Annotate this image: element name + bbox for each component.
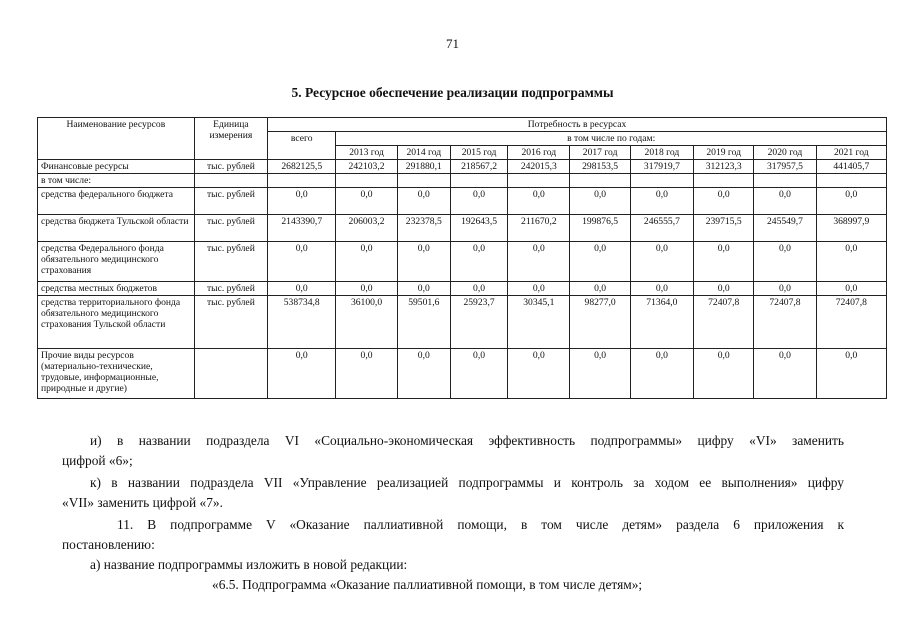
- resource-total: 0,0: [268, 242, 336, 282]
- resource-total: 0,0: [268, 349, 336, 399]
- resource-year-value: 72407,8: [816, 296, 886, 349]
- resource-year-value: 0,0: [508, 188, 570, 215]
- resource-year-value: 0,0: [397, 242, 450, 282]
- resource-name: средства бюджета Тульской области: [38, 215, 195, 242]
- resource-year-value: 0,0: [754, 242, 816, 282]
- resource-year-value: 0,0: [694, 349, 754, 399]
- resource-year-value: 232378,5: [397, 215, 450, 242]
- resource-year-value: 211670,2: [508, 215, 570, 242]
- resource-year-value: 317919,7: [630, 160, 693, 174]
- resource-year-value: 0,0: [450, 282, 507, 296]
- resource-year-value: 59501,6: [397, 296, 450, 349]
- resource-unit: тыс. рублей: [194, 282, 267, 296]
- header-year: 2019 год: [694, 146, 754, 160]
- resource-year-value: 218567,2: [450, 160, 507, 174]
- resource-name: средства территориального фонда обязательного медицинского страхования Тульской области: [38, 296, 195, 349]
- section-heading: 5. Ресурсное обеспечение реализации подпрограммы: [291, 85, 614, 100]
- resource-year-value: 0,0: [508, 349, 570, 399]
- paragraph-k-line2: «VII» заменить цифрой «7».: [62, 495, 223, 510]
- resource-year-value: 206003,2: [336, 215, 397, 242]
- header-year: 2018 год: [630, 146, 693, 160]
- resource-name: средства Федерального фонда обязательного медицинского страхования: [38, 242, 195, 282]
- resource-year-value: 0,0: [754, 188, 816, 215]
- resource-unit: [194, 349, 267, 399]
- resource-year-value: 242103,2: [336, 160, 397, 174]
- resource-year-value: 36100,0: [336, 296, 397, 349]
- resource-unit: тыс. рублей: [194, 242, 267, 282]
- resource-unit: [194, 174, 267, 188]
- paragraph-quote: «6.5. Подпрограмма «Оказание паллиативной помощи, в том числе детям»;: [212, 577, 643, 592]
- resource-year-value: 0,0: [450, 242, 507, 282]
- resource-year-value: 0,0: [630, 349, 693, 399]
- resource-year-value: 192643,5: [450, 215, 507, 242]
- paragraph-11-line1: 11. В подпрограмме V «Оказание паллиативной помощи, в том числе детям» раздела 6 приложения к: [117, 517, 844, 532]
- resource-year-value: 0,0: [336, 188, 397, 215]
- resource-year-value: [630, 174, 693, 188]
- table-row: [38, 242, 887, 282]
- resource-year-value: [816, 174, 886, 188]
- resource-year-value: 0,0: [508, 282, 570, 296]
- resource-year-value: 441405,7: [816, 160, 886, 174]
- paragraph-a: а) название подпрограммы изложить в новой редакции:: [90, 557, 408, 572]
- resource-year-value: [570, 174, 630, 188]
- header-year: 2016 год: [508, 146, 570, 160]
- resource-year-value: 0,0: [397, 188, 450, 215]
- paragraph-i-line1: и) в названии подраздела VI «Социально-экономическая эффективность подпрограммы» цифру «VI» заменить: [90, 433, 844, 448]
- resource-year-value: [754, 174, 816, 188]
- paragraph-k-line1: к) в названии подраздела VII «Управление реализацией подпрограммы и контроль за ходом ее выполнения» цифру: [90, 475, 844, 490]
- resource-year-value: 0,0: [694, 242, 754, 282]
- paragraph-i-line2: цифрой «6»;: [62, 453, 133, 468]
- resource-year-value: 0,0: [450, 349, 507, 399]
- resource-year-value: 199876,5: [570, 215, 630, 242]
- resource-total: 0,0: [268, 188, 336, 215]
- header-year: 2013 год: [336, 146, 397, 160]
- table-row: [38, 215, 887, 242]
- resource-unit: тыс. рублей: [194, 160, 267, 174]
- resource-year-value: 0,0: [336, 349, 397, 399]
- resource-year-value: 0,0: [694, 282, 754, 296]
- resource-total: 2682125,5: [268, 160, 336, 174]
- resource-year-value: 0,0: [630, 242, 693, 282]
- resource-year-value: 242015,3: [508, 160, 570, 174]
- page-number: 71: [446, 36, 459, 51]
- header-unit-line2: измерения: [209, 130, 253, 141]
- resource-year-value: 245549,7: [754, 215, 816, 242]
- header-total: всего: [268, 132, 336, 160]
- resource-year-value: 0,0: [508, 242, 570, 282]
- resource-year-value: 0,0: [694, 188, 754, 215]
- resource-year-value: 72407,8: [754, 296, 816, 349]
- resource-year-value: 0,0: [816, 282, 886, 296]
- resource-year-value: 291880,1: [397, 160, 450, 174]
- resource-year-value: 0,0: [397, 349, 450, 399]
- table-row: [38, 282, 887, 296]
- resource-year-value: 72407,8: [694, 296, 754, 349]
- resource-year-value: 246555,7: [630, 215, 693, 242]
- resource-year-value: 30345,1: [508, 296, 570, 349]
- resource-year-value: 71364,0: [630, 296, 693, 349]
- resource-name: средства местных бюджетов: [38, 282, 195, 296]
- resource-name: Финансовые ресурсы: [38, 160, 195, 174]
- table-row: [38, 349, 887, 399]
- header-year: 2015 год: [450, 146, 507, 160]
- resource-total: [268, 174, 336, 188]
- header-by-years: в том числе по годам:: [336, 132, 887, 146]
- resource-year-value: 0,0: [570, 349, 630, 399]
- header-year: 2020 год: [754, 146, 816, 160]
- resource-year-value: 0,0: [816, 242, 886, 282]
- resource-year-value: [508, 174, 570, 188]
- table-row: [38, 174, 887, 188]
- resource-year-value: [450, 174, 507, 188]
- resources-table: [37, 117, 887, 399]
- resource-year-value: 0,0: [630, 282, 693, 296]
- resource-year-value: 0,0: [630, 188, 693, 215]
- resource-year-value: 239715,5: [694, 215, 754, 242]
- table-row: [38, 188, 887, 215]
- resource-total: 2143390,7: [268, 215, 336, 242]
- resource-year-value: [694, 174, 754, 188]
- resource-year-value: 317957,5: [754, 160, 816, 174]
- resource-year-value: 0,0: [570, 282, 630, 296]
- header-year: 2017 год: [570, 146, 630, 160]
- resource-total: 538734,8: [268, 296, 336, 349]
- resource-year-value: 0,0: [816, 188, 886, 215]
- resource-year-value: 0,0: [450, 188, 507, 215]
- resource-year-value: 0,0: [754, 282, 816, 296]
- paragraph-11-line2: постановлению:: [62, 537, 155, 552]
- resource-year-value: 25923,7: [450, 296, 507, 349]
- table-row: [38, 160, 887, 174]
- header-name: Наименование ресурсов: [38, 118, 195, 160]
- resource-total: 0,0: [268, 282, 336, 296]
- resource-unit: тыс. рублей: [194, 296, 267, 349]
- resource-year-value: [336, 174, 397, 188]
- resource-name: средства федерального бюджета: [38, 188, 195, 215]
- header-year: 2021 год: [816, 146, 886, 160]
- resource-year-value: 0,0: [397, 282, 450, 296]
- resource-year-value: 0,0: [570, 188, 630, 215]
- resource-year-value: 312123,3: [694, 160, 754, 174]
- resource-year-value: 0,0: [336, 282, 397, 296]
- header-unit-line1: Единица: [213, 119, 249, 130]
- header-unit: [194, 118, 267, 160]
- resource-unit: тыс. рублей: [194, 188, 267, 215]
- resource-unit: тыс. рублей: [194, 215, 267, 242]
- header-need: Потребность в ресурсах: [268, 118, 887, 132]
- resource-year-value: [397, 174, 450, 188]
- resource-name: в том числе:: [38, 174, 195, 188]
- resource-year-value: 298153,5: [570, 160, 630, 174]
- table-row: [38, 296, 887, 349]
- resource-year-value: 98277,0: [570, 296, 630, 349]
- resource-name: Прочие виды ресурсов (материально-технические, трудовые, информационные, природные и другие): [38, 349, 195, 399]
- resource-year-value: 368997,9: [816, 215, 886, 242]
- header-year: 2014 год: [397, 146, 450, 160]
- resource-year-value: 0,0: [816, 349, 886, 399]
- resource-year-value: 0,0: [754, 349, 816, 399]
- resource-year-value: 0,0: [570, 242, 630, 282]
- resource-year-value: 0,0: [336, 242, 397, 282]
